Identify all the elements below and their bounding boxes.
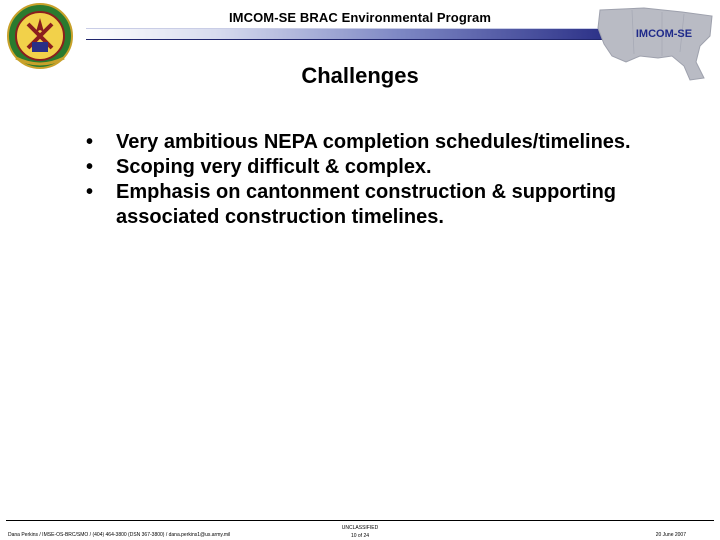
footer-classification <box>320 524 400 540</box>
bullet-text: Very ambitious NEPA completion schedules/timelines. <box>116 131 631 153</box>
classification-label: UNCLASSIFIED <box>341 525 379 531</box>
header-gradient-bar <box>86 28 610 40</box>
brand-label: IMCOM-SE <box>635 28 693 40</box>
slide-title: Challenges <box>301 63 419 88</box>
footer-contact: Dana Perkins / IMSE-OS-BRC/SMO / (404) 464-3800 (DSN 367-3800) / dana.perkins1@us.army.mil <box>8 532 231 538</box>
bullet-text: Emphasis on cantonment construction & supporting associated construction timelines. <box>116 181 617 228</box>
page-number: 10 of 24 <box>350 533 370 539</box>
bullet-list <box>84 130 644 230</box>
bullet-item <box>84 130 644 155</box>
footer-date: 20 June 2007 <box>655 532 686 538</box>
bullet-item <box>84 155 644 180</box>
bullet-item <box>84 180 644 230</box>
bullet-dot-icon: • <box>86 131 94 153</box>
bullet-dot-icon: • <box>86 181 94 203</box>
header-title: IMCOM-SE BRAC Environmental Program <box>228 10 492 25</box>
footer-divider <box>6 520 714 521</box>
bullet-text: Scoping very difficult & complex. <box>116 156 432 178</box>
bullet-dot-icon: • <box>86 156 94 178</box>
